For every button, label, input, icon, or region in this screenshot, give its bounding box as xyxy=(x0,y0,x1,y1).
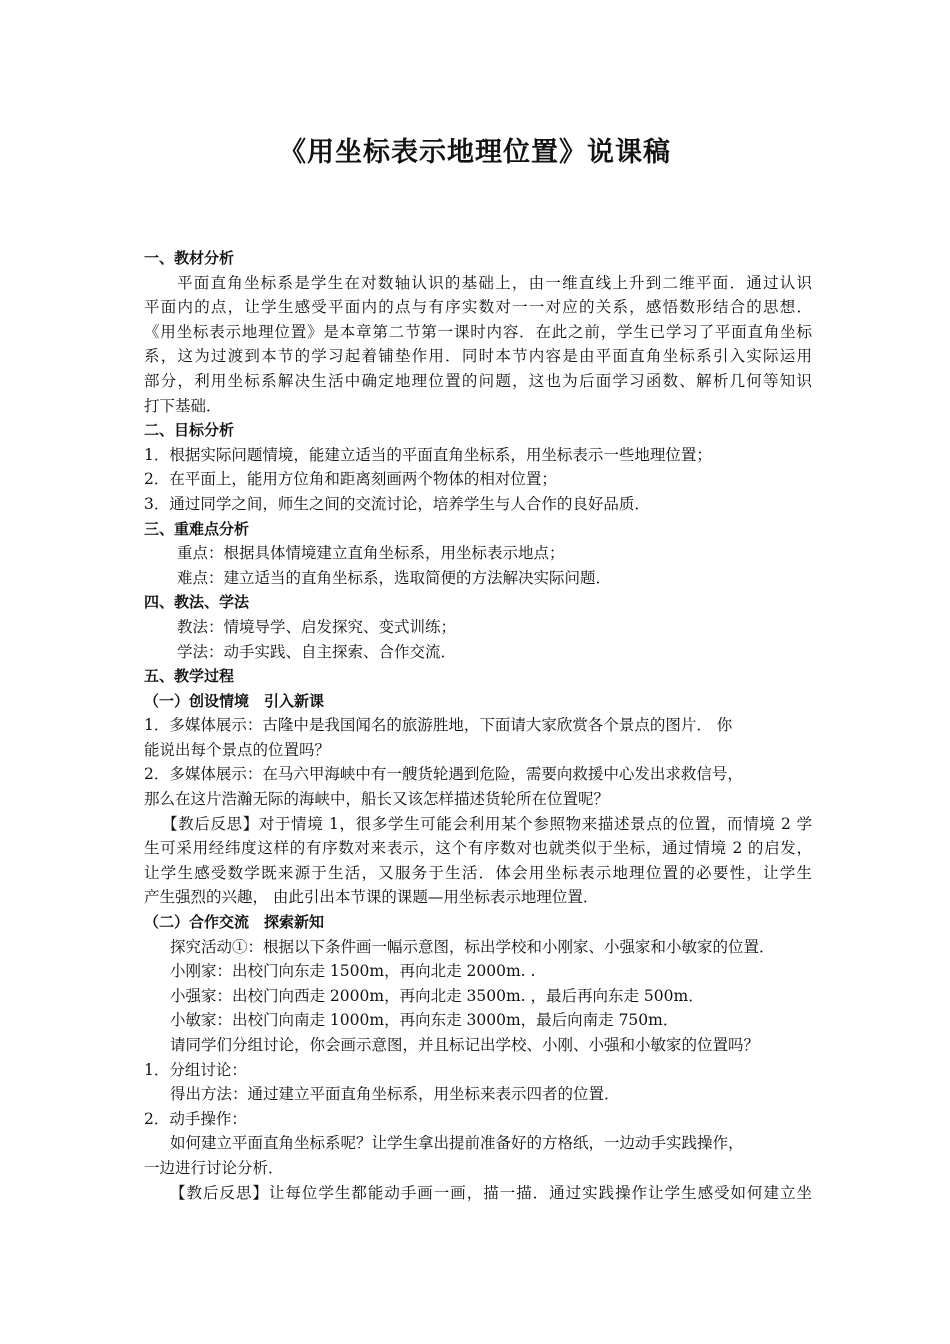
paragraph-line: 请同学们分组讨论，你会画示意图，并且标记出学校、小刚、小强和小敏家的位置吗？ xyxy=(170,1036,760,1054)
subsection-heading: （一）创设情境 引入新课 xyxy=(144,691,325,710)
document-body xyxy=(144,246,812,1205)
paragraph-line: 学法：动手实践、自主探索、合作交流． xyxy=(177,642,457,661)
section-heading-materials: 一、教材分析 xyxy=(144,249,235,267)
paragraph-line: 小强家：出校门向西走 2000m，再向北走 3500m. ，最后再向东走 500m． xyxy=(170,986,704,1005)
paragraph-line: 探究活动①：根据以下条件画一幅示意图，标出学校和小刚家、小强家和小敏家的位置． xyxy=(170,937,775,956)
paragraph-line: 让学生感受数学既来源于生活，又服务于生活．体会用坐标表示地理位置的必要性，让学生 xyxy=(144,863,812,882)
paragraph-line: 打下基础． xyxy=(144,396,222,415)
paragraph-line: 难点：建立适当的直角坐标系，选取简便的方法解决实际问题． xyxy=(177,568,612,587)
list-item: 2．在平面上，能用方位角和距离刻画两个物体的相对位置； xyxy=(144,470,557,489)
paragraph-line: 得出方法：通过建立平面直角坐标系，用坐标来表示四者的位置． xyxy=(170,1085,620,1104)
paragraph-line: 一边进行讨论分析． xyxy=(144,1158,284,1177)
paragraph-line: 能说出每个景点的位置吗？ xyxy=(144,740,331,759)
section-heading-key-points: 三、重难点分析 xyxy=(144,519,250,538)
reflection-line: 【教后反思】对于情境 1，很多学生可能会利用某个参照物来描述景点的位置，而情境 2 学 xyxy=(162,814,812,833)
paragraph-line: 产生强烈的兴趣， 由此引出本节课的课题—用坐标表示地理位置． xyxy=(144,888,599,907)
subsection-heading: （二）合作交流 探索新知 xyxy=(144,913,325,932)
section-heading-process: 五、教学过程 xyxy=(144,667,235,686)
list-item: 2．多媒体展示：在马六甲海峡中有一艘货轮遇到危险，需要向救援中心发出求救信号， xyxy=(144,765,743,784)
paragraph-line: 生可采用经纬度这样的有序数对来表示，这个有序数对也就类似于坐标，通过情境 2 的启发， xyxy=(144,839,812,858)
paragraph-line: 部分，利用坐标系解决生活中确定地理位置的问题，这也为后面学习函数、解析几何等知识 xyxy=(144,371,812,390)
list-item: 1．根据实际问题情境，能建立适当的平面直角坐标系，用坐标表示一些地理位置； xyxy=(144,445,712,464)
reflection-line: 【教后反思】让每位学生都能动手画一画，描一描．通过实践操作让学生感受如何建立坐 xyxy=(170,1183,812,1202)
paragraph-line: 如何建立平面直角坐标系呢？让学生拿出提前准备好的方格纸，一边动手实践操作， xyxy=(170,1134,744,1153)
paragraph-line: 重点：根据具体情境建立直角坐标系，用坐标表示地点； xyxy=(177,544,565,563)
paragraph-line: 系，这为过渡到本节的学习起着铺垫作用．同时本节内容是由平面直角坐标系引入实际运用 xyxy=(144,347,812,366)
section-heading-methods: 四、教法、学法 xyxy=(144,593,250,612)
list-item: 2．动手操作： xyxy=(144,1109,247,1128)
paragraph-line: 那么在这片浩瀚无际的海峡中，船长又该怎样描述货轮所在位置呢？ xyxy=(144,790,610,809)
document-title: 《用坐标表示地理位置》说课稿 xyxy=(279,137,671,168)
paragraph-line: 《用坐标表示地理位置》是本章第二节第一课时内容．在此之前，学生已学习了平面直角坐标 xyxy=(144,322,812,341)
list-item: 1．分组讨论： xyxy=(144,1060,247,1079)
section-heading-goals: 二、目标分析 xyxy=(144,421,235,440)
paragraph-line: 小敏家：出校门向南走 1000m，再向东走 3000m，最后向南走 750m． xyxy=(170,1011,679,1030)
paragraph-line: 平面直角坐标系是学生在对数轴认识的基础上，由一维直线上升到二维平面．通过认识 xyxy=(177,273,812,292)
paragraph-line: 小刚家：出校门向东走 1500m，再向北走 2000m. . xyxy=(170,962,536,981)
list-item: 3．通过同学之间，师生之间的交流讨论，培养学生与人合作的良好品质． xyxy=(144,494,650,513)
list-item: 1．多媒体展示：古隆中是我国闻名的旅游胜地，下面请大家欣赏各个景点的图片． 你 xyxy=(144,716,733,735)
paragraph-line: 教法：情境导学、启发探究、变式训练； xyxy=(177,617,457,636)
paragraph-line: 平面内的点，让学生感受平面内的点与有序实数对一一对应的关系，感悟数形结合的思想． xyxy=(144,298,812,317)
